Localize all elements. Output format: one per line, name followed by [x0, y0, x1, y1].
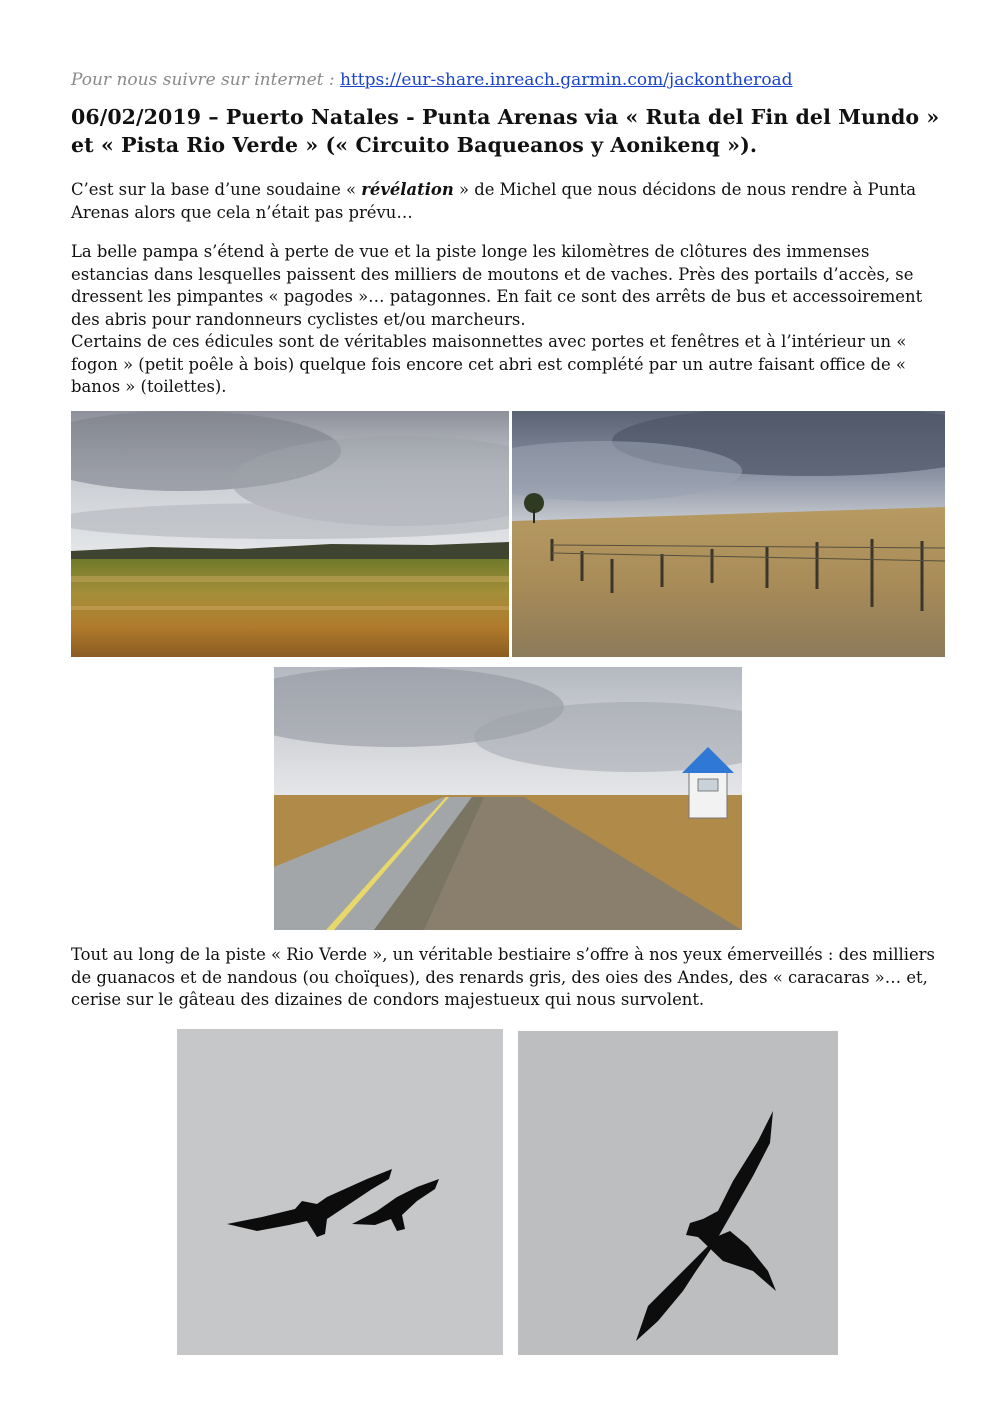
intro-paragraph: C’est sur la base d’une soudaine « révélation » de Michel que nous décidons de nous rendre à Punta Arenas alors que cela n’était pas prévu… [71, 180, 917, 222]
follow-line [71, 70, 793, 90]
pampa-paragraph: La belle pampa s’étend à perte de vue et la piste longe les kilomètres de clôtures des immenses estancias dans lesquelles paissent des milliers de moutons et de vaches. Près des portails d’accès, se dressent les pimpantes « pagodes »… patagonnes. En fait ce sont des arrêts de bus et accessoirement des abris pour randonneurs cyclistes et/ou marcheurs. Certains de ces édicules sont de véritables maisonnettes avec portes et fenêtres et à l’intérieur un « fogon » (petit poêle à bois) quelque fois encore cet abri est complété par un autre faisant office de « banos » (toilettes). [71, 242, 923, 396]
photo-single-condor [518, 1031, 838, 1355]
follow-link[interactable]: https://eur-share.inreach.garmin.com/jackontheroad [340, 70, 793, 90]
photo-pampa-blur [71, 411, 509, 657]
photo-two-condors [177, 1029, 503, 1355]
wildlife-paragraph: Tout au long de la piste « Rio Verde », un véritable bestiaire s’offre à nos yeux émerveillés : des milliers de guanacos et de nandous (ou choïques), des renards gris, des oies des Andes, des « caracaras »… et, cerise sur le gâteau des dizaines de condors majestueux qui nous survolent. [71, 945, 935, 1009]
emphasis-word: révélation [361, 180, 454, 199]
photo-road-shelter [274, 667, 742, 930]
follow-label: Pour nous suivre sur internet : [71, 70, 341, 90]
page-title: 06/02/2019 – Puerto Natales - Punta Arenas via « Ruta del Fin del Mundo » et « Pista Rio Verde » (« Circuito Baqueanos y Aonikenq »). [71, 105, 940, 157]
photo-fence-field [512, 411, 945, 657]
